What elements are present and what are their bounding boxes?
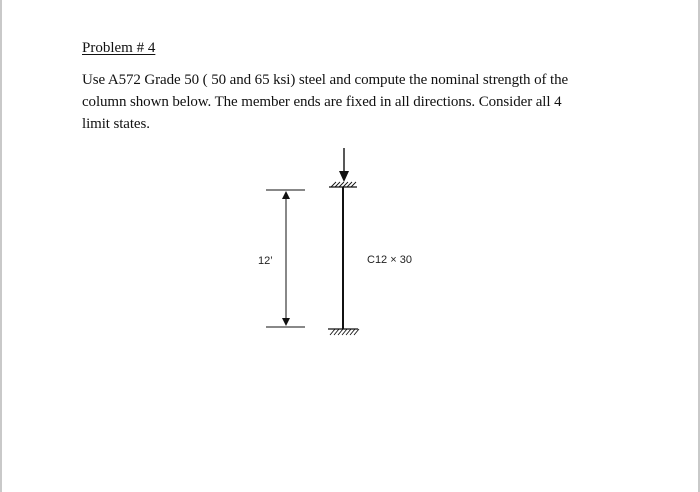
dimension-arrow-bottom [282,318,290,326]
section-designation-label: C12 × 30 [367,254,412,266]
column-length-label: 12’ [258,255,273,267]
problem-title: Problem # 4 [82,40,156,56]
statement-line-1: Use A572 Grade 50 ( 50 and 65 ksi) steel and compute the nominal strength of the [82,72,569,88]
bottom-fixed-support [328,329,359,335]
top-fixed-support [329,182,357,187]
load-arrow-head [339,171,349,182]
statement-line-2: column shown below. The member ends are fixed in all directions. Consider all 4 [82,94,562,110]
statement-line-3: limit states. [82,116,150,132]
dimension-arrow-top [282,191,290,199]
